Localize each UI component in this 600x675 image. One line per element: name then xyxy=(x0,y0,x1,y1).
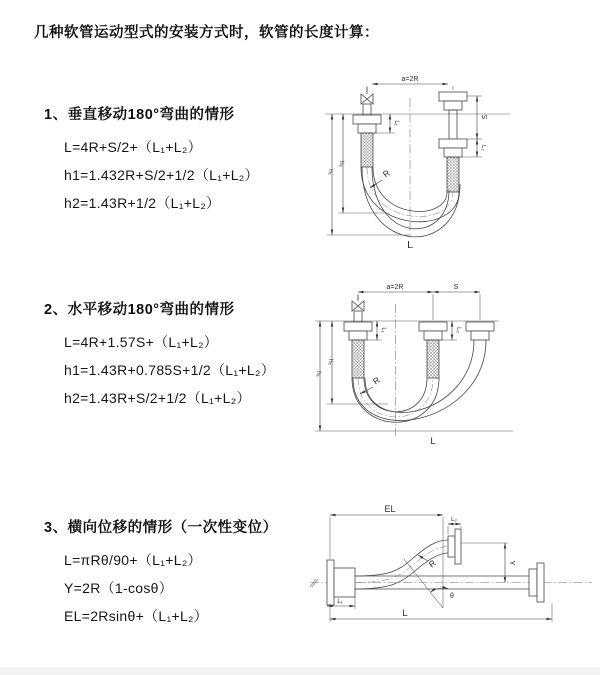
dim-el xyxy=(330,504,443,559)
label-r: R xyxy=(426,557,438,570)
section-2-formula-h2: h2=1.43R+S/2+1/2（L₁+L₂） xyxy=(64,390,251,406)
label-r: R xyxy=(380,167,392,180)
right-flange xyxy=(529,563,544,602)
section-3-formula-L: L=πRθ/90+（L₁+L₂） xyxy=(64,552,202,568)
section-3-formula-EL: EL=2Rsinθ+（L₁+L₂） xyxy=(64,608,209,624)
dim-s xyxy=(467,96,487,139)
diagram-horizontal-180-bend xyxy=(303,276,600,448)
upper-flange xyxy=(448,529,461,564)
label-l2: L₂ xyxy=(451,517,457,523)
section-1-heading: 1、垂直移动180°弯曲的情形 xyxy=(44,107,235,123)
section-1-formula-L: L=4R+S/2+（L₁+L₂） xyxy=(64,139,202,155)
label-theta: θ xyxy=(450,593,454,600)
label-l2: L₂ xyxy=(480,145,486,151)
section-3-text xyxy=(44,516,334,630)
label-y: Y xyxy=(508,560,517,566)
section-2-heading: 2、水平移动180°弯曲的情形 xyxy=(44,302,235,318)
section-3-formula-Y: Y=2R（1-cosθ） xyxy=(64,580,174,596)
label-el: EL xyxy=(384,504,396,514)
section-2-text xyxy=(44,298,334,412)
section-3-heading: 3、横向位移的情形（一次性变位） xyxy=(44,520,278,536)
dim-a2r xyxy=(358,284,480,320)
dim-a2r xyxy=(367,76,453,92)
label-l-bottom: L xyxy=(402,608,408,619)
hose-curves xyxy=(361,167,460,237)
label-l-bottom: L xyxy=(407,239,413,251)
label-s: S xyxy=(453,284,459,291)
label-h1: h₁ xyxy=(315,371,322,377)
label-h2: h₂ xyxy=(338,160,345,168)
right-pipe-ghost xyxy=(466,322,494,340)
label-a2r: a=2R xyxy=(386,284,404,291)
label-l1: L₁ xyxy=(380,327,386,333)
valve-icon xyxy=(361,87,373,115)
left-pipe xyxy=(353,115,381,167)
label-l2: L₂ xyxy=(455,327,461,333)
section-1-formula-h1: h1=1.432R+S/2+1/2（L₁+L₂） xyxy=(64,167,259,183)
label-a2r: a=2R xyxy=(401,76,419,83)
middle-pipe xyxy=(419,322,447,378)
label-l1: L₁ xyxy=(337,599,343,605)
valve-icon xyxy=(352,295,364,322)
dim-y xyxy=(461,543,517,583)
label-s: S xyxy=(480,114,487,120)
section-2-formula-L: L=4R+1.57S+（L₁+L₂） xyxy=(64,334,219,350)
label-l-bottom: L xyxy=(430,436,436,447)
right-pipe xyxy=(439,92,467,192)
page-title: 几种软管运动型式的安装方式时，软管的长度计算： xyxy=(34,25,379,41)
diagram-vertical-180-bend xyxy=(310,72,600,257)
label-h2: h₂ xyxy=(327,358,334,366)
section-2-formula-h1: h1=1.43R+0.785S+1/2（L₁+L₂） xyxy=(64,362,275,378)
page-bottom-edge xyxy=(0,667,600,675)
left-pipe xyxy=(344,322,372,378)
section-1-formula-h2: h2=1.43R+1/2（L₁+L₂） xyxy=(64,195,221,211)
section-1-text xyxy=(44,103,334,217)
diagram-lateral-displacement xyxy=(300,503,600,645)
label-l1: L₁ xyxy=(393,120,399,126)
label-r: R xyxy=(370,374,382,387)
label-h1: h₁ xyxy=(327,169,334,175)
